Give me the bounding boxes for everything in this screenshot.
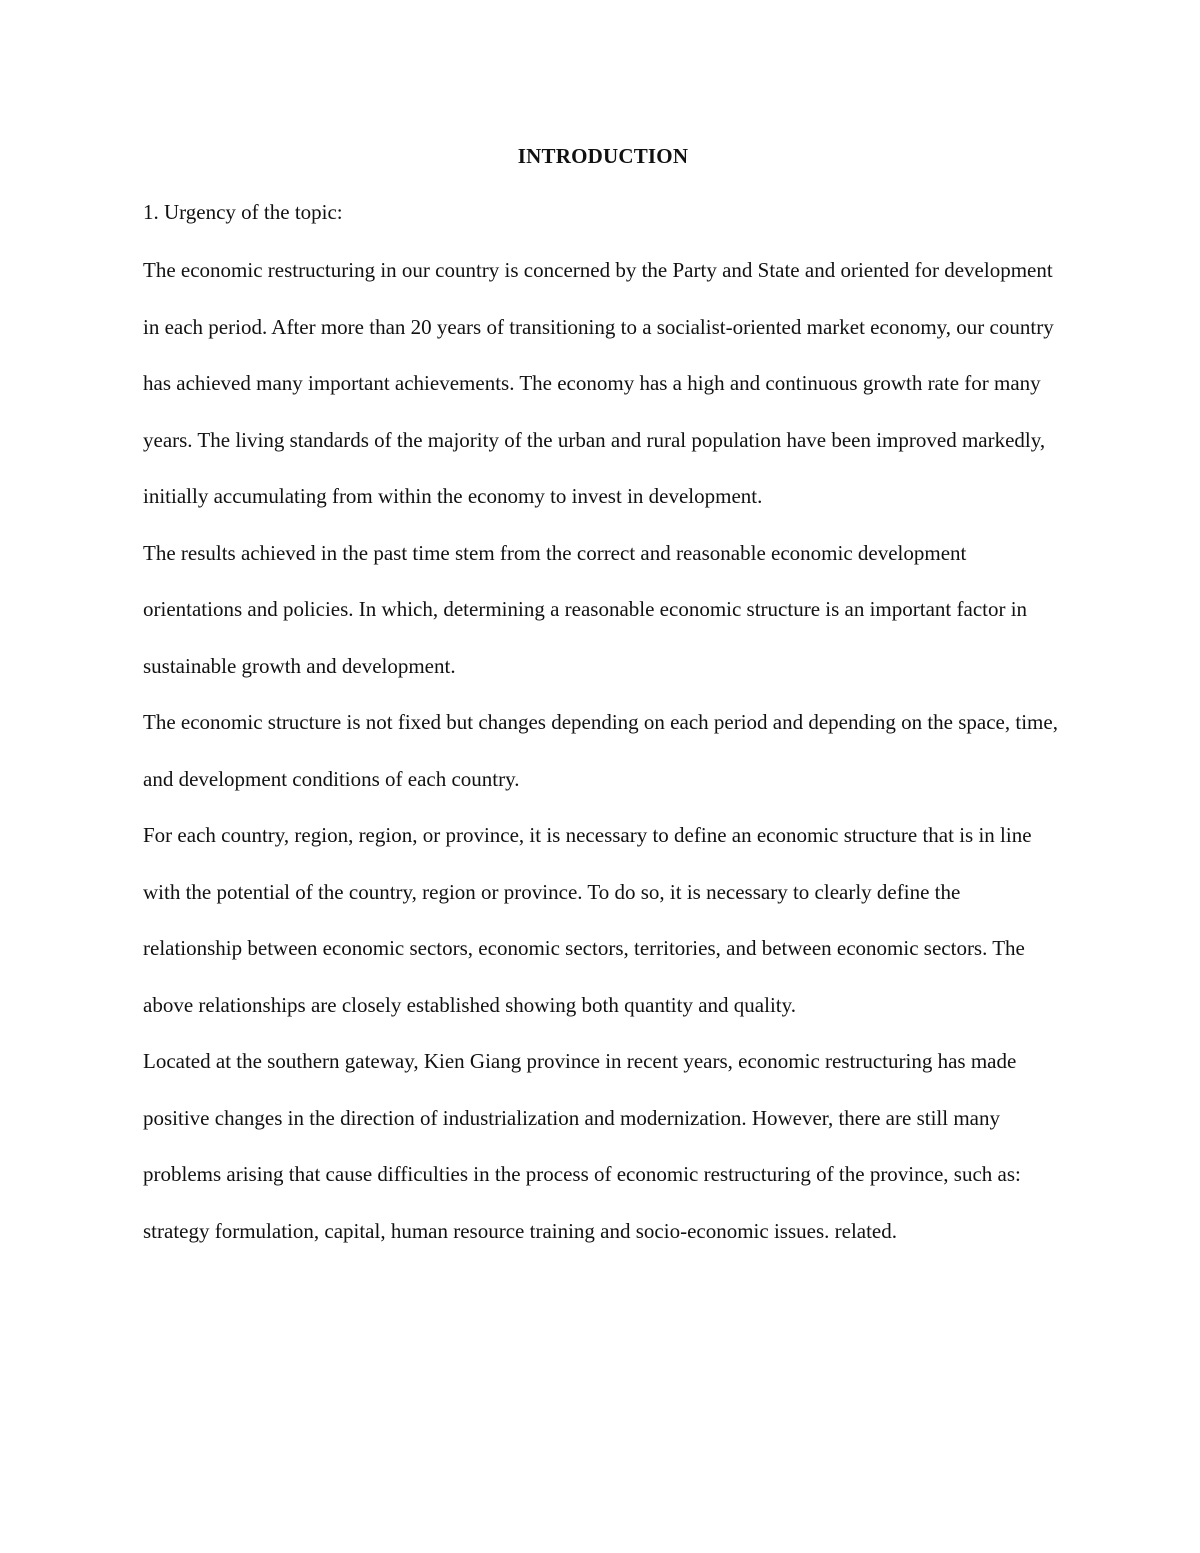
document-body (143, 138, 1063, 1259)
paragraph-text: The results achieved in the past time stem from the correct and reasonable economic development orientations and policies. In which, determining a reasonable economic structure is an important factor in sustainable growth and development. (143, 540, 1028, 678)
document-title: INTRODUCTION (517, 144, 689, 168)
paragraph-2 (143, 525, 1063, 695)
paragraph-3 (143, 694, 1063, 807)
paragraph-text: The economic restructuring in our country is concerned by the Party and State and oriented for development in each period. After more than 20 years of transitioning to a socialist-oriented market economy, our country has achieved many important achievements. The economy has a high and continuous growth rate for many years. The living standards of the majority of the urban and rural population have been improved markedly, initially accumulating from within the economy to invest in development. (143, 258, 1054, 508)
paragraph-text: For each country, region, region, or province, it is necessary to define an economic structure that is in line with the potential of the country, region or province. To do so, it is necessary to clearly define the relationship between economic sectors, economic sectors, territories, and between economic sectors. The above relationships are closely established showing both quantity and quality. (143, 823, 1032, 1017)
paragraph-4 (143, 807, 1063, 1033)
paragraph-text: The economic structure is not fixed but changes depending on each period and depending on the space, time, and development conditions of each country. (143, 710, 1058, 791)
section-heading: 1. Urgency of the topic: (143, 200, 343, 224)
paragraph-1 (143, 242, 1063, 525)
paragraph-text: Located at the southern gateway, Kien Giang province in recent years, economic restructuring has made positive changes in the direction of industrialization and modernization. However, there are still many problems arising that cause difficulties in the process of economic restructuring of the province, such as: strategy formulation, capital, human resource training and socio-economic issues. related. (143, 1049, 1021, 1243)
paragraph-5 (143, 1033, 1063, 1259)
